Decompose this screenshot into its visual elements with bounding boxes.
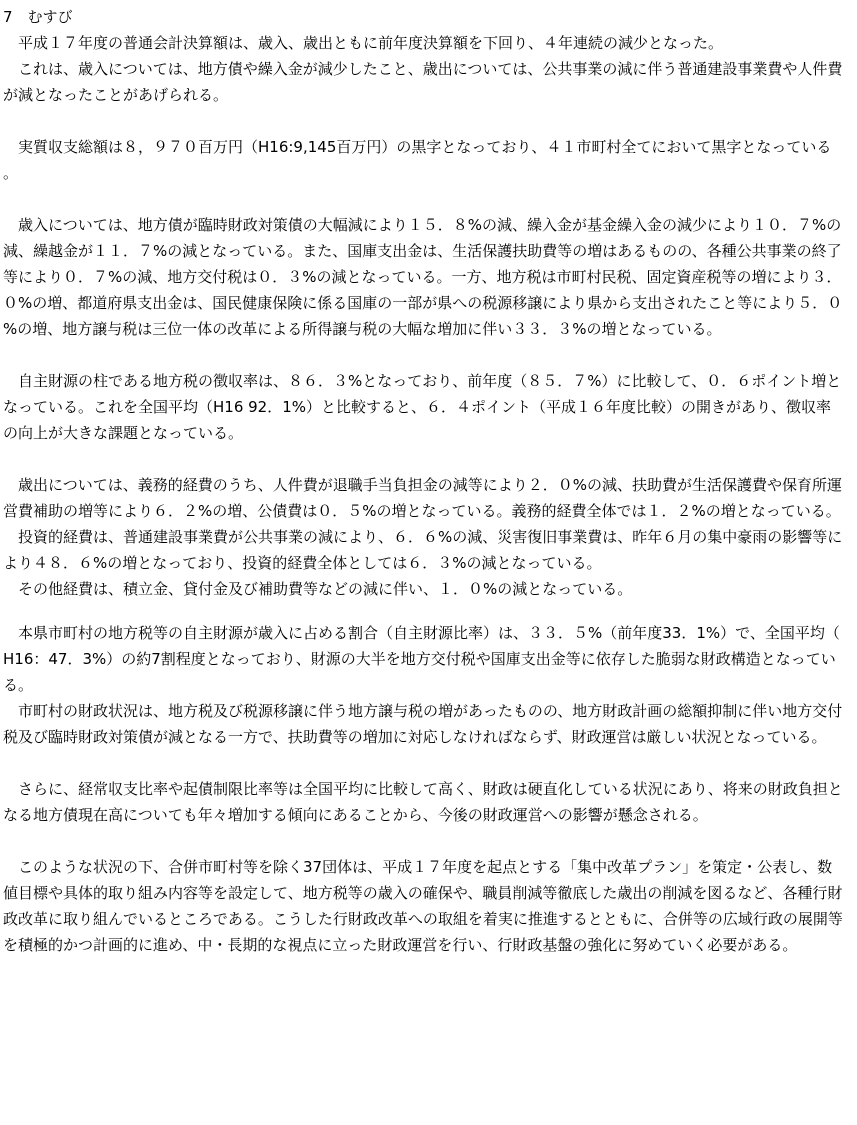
spacer [3, 602, 845, 620]
paragraph-financial-status: 市町村の財政状況は、地方税及び税源移譲に伴う地方譲与税の増があったものの、地方財政計画の総額抑制に伴い地方交付税及び臨時財政対策債が減となる一方で、扶助費等の増加に対応しなければならず、財政運営は厳しい状況となっている。 [3, 702, 843, 746]
paragraph-investment: 投資的経費は、普通建設事業費が公共事業の減により、６．６%の減、災害復旧事業費は、昨年６月の集中豪雨の影響等により４８．６%の増となっており、投資的経費全体としては６．３%の減となっている。 [3, 528, 843, 572]
paragraph-other-expenses: その他経費は、積立金、貸付金及び補助費等などの減に伴い、１．０%の減となっている。 [3, 580, 633, 598]
paragraph-reasons: これは、歳入については、地方債や繰入金が減少したこと、歳出については、公共事業の減に伴う普通建設事業費や人件費が減となったことがあげられる。 [3, 60, 843, 104]
paragraph-rigidity: さらに、経常収支比率や起債制限比率等は全国平均に比較して高く、財政は硬直化している状況にあり、将来の財政負担となる地方債現在高についても年々増加する傾向にあることから、今後の財政運営への影響が懸念される。 [3, 780, 843, 824]
paragraph-expenditure: 歳出については、義務的経費のうち、人件費が退職手当負担金の減等により２．０%の減、扶助費が生活保護費や保育所運営費補助の増等により６．２%の増、公債費は０．５%の増となっている。義務的経費全体では１．２%の増となっている。 [3, 476, 842, 520]
paragraph-real-balance: 実質収支総額は８，９７０百万円（H16:9,145百万円）の黒字となっており、４１市町村全てにおいて黒字となっている。 [3, 138, 832, 182]
spacer [3, 446, 845, 472]
spacer [3, 750, 845, 776]
spacer [3, 186, 845, 212]
paragraph-revenue: 歳入については、地方債が臨時財政対策債の大幅減により１５．８%の減、繰入金が基金繰入金の減少により１０．７%の減、繰越金が１１．７%の減となっている。また、国庫支出金は、生活保護扶助費等の増はあるものの、各種公共事業の終了等により０．７%の減、地方交付税は０．３%の減となっている。一方、地方税は市町村民税、固定資産税等の増により３．０%の増、都道府県支出金は、国民健康保険に係る国庫の一部が県への税源移譲により県から支出されたこと等により５．０%の増、地方譲与税は三位一体の改革による所得譲与税の大幅な増加に伴い３３．３%の増となっている。 [3, 216, 843, 338]
spacer [3, 108, 845, 134]
paragraph-own-revenue-ratio: 本県市町村の地方税等の自主財源が歳入に占める割合（自主財源比率）は、３３．５%（前年度33．1%）で、全国平均（H16：47．3%）の約7割程度となっており、財源の大半を地方交付税や国庫支出金等に依存した脆弱な財政構造となっている。 [3, 624, 840, 694]
paragraph-summary: 平成１７年度の普通会計決算額は、歳入、歳出ともに前年度決算額を下回り、４年連続の減少となった。 [3, 34, 724, 52]
paragraph-collection-rate: 自主財源の柱である地方税の徴収率は、８６．３%となっており、前年度（８５．７%）に比較して、０．６ポイント増となっている。これを全国平均（H16 92．1%）と比較すると、６．４ポイント（平成１６年度比較）の開きがあり、徴収率の向上が大きな課題となっている。 [3, 372, 842, 442]
spacer [3, 342, 845, 368]
paragraph-reform-plan: このような状況の下、合併市町村等を除く37団体は、平成１７年度を起点とする「集中改革プラン」を策定・公表し、数値目標や具体的取り組み内容等を設定して、地方税等の歳入の確保や、職員削減等徹底した歳出の削減を図るなど、各種行財政改革に取り組んでいるところである。こうした行財政改革への取組を着実に推進するとともに、合併等の広域行政の展開等を積極的かつ計画的に進め、中・長期的な視点に立った財政運営を行い、行財政基盤の強化に努めていく必要がある。 [3, 858, 843, 954]
section-heading: 7 むすび [3, 8, 73, 26]
spacer [3, 828, 845, 854]
